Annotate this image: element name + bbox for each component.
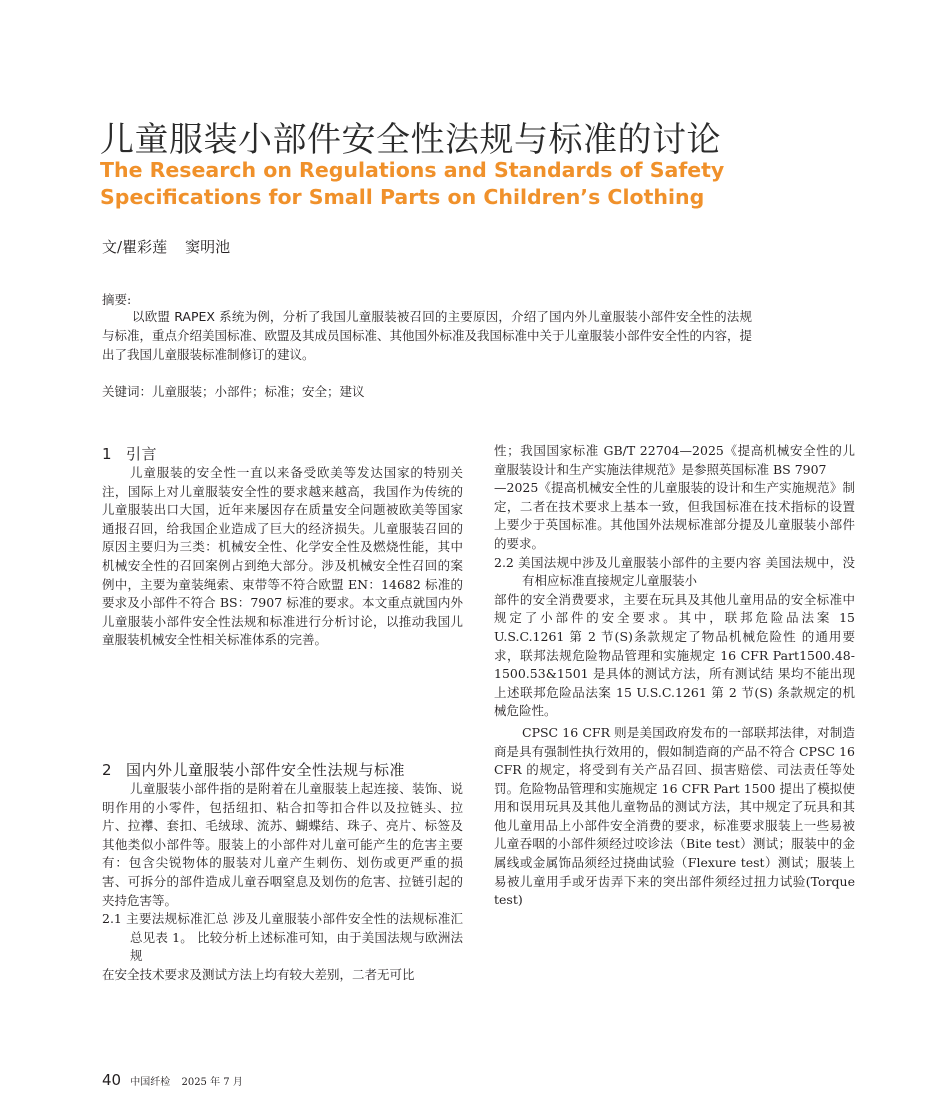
issue-date: 2025 年 7 月	[181, 1077, 243, 1088]
paragraph: 儿童服装小部件指的是附着在儿童服装上起连接、装饰、说明作用的小零件，包括纽扣、粘合扣等扣合件以及拉链头、拉片、拉襻、套扣、毛绒球、流苏、蝴蝶结、珠子、亮片、标签及其他类似小部件等。服装上的小部件对儿童可能产生的危害主要有：包含尖锐物体的服装对儿童产生刺伤、划伤或更严重的损害、可拆分的部件造成儿童吞咽窒息及划伤的危害、拉链引起的夹持危害等。	[102, 781, 463, 908]
section-heading	[102, 444, 463, 464]
paragraph: 在安全技术要求及测试方法上均有较大差别，二者无可比	[102, 966, 415, 982]
paragraph: 儿童服装的安全性一直以来备受欧美等发达国家的特别关注，国际上对儿童服装安全性的要求越来越高，我国作为传统的儿童服装出口大国，近年来屡因存在质量安全问题被欧美等国家通报召回，给我国企业造成了巨大的经济损失。儿童服装召回的原因主要归为三类：机械安全性、化学安全性及燃烧性能，其中机械安全性的召回案例占到绝大部分。涉及机械安全性召回的案例中，主要为童装绳索、束带等不符合欧盟 EN：14682 标准的要求及小部件不符合 BS：7907 标准的要求。本文重点就国内外儿童服装小部件安全性法规和标准进行分析讨论，以推动我国儿童服装机械安全性相关标准体系的完善。	[102, 465, 463, 648]
section-heading	[102, 760, 463, 780]
subsection-heading: 2.2 美国法规中涉及儿童服装小部件的主要内容 美国法规中，没有相应标准直接规定儿童服装小	[494, 554, 855, 589]
abstract-text: 以欧盟 RAPEX 系统为例，分析了我国儿童服装被召回的主要原因，介绍了国内外儿童服装小部件安全性的法规与标准，重点介绍美国标准、欧盟及其成员国标准、其他国外标准及我国标准中关于儿童服装小部件安全性的内容，提出了我国儿童服装标准制修订的建议。	[102, 309, 753, 362]
section-title: 引言	[126, 445, 158, 463]
paragraph: CPSC 16 CFR 则是美国政府发布的一部联邦法律，对制造商是具有强制性执行效用的，假如制造商的产品不符合 CPSC 16 CFR 的规定，将受到有关产品召回、损害赔偿、司法责任等处罚。危险物品管理和实施规定 16 CFR Part 1500 提出了模拟使用和误用玩具及其他儿童物品的测试方法，其中规定了玩具和其他儿童用品上小部件安全消费的要求，标准要求服装上一些易被儿童吞咽的小部件须经过咬诊法（Bite test）测试；服装中的金属线或金属饰品须经过挠曲试验（Flexure test）测试；服装上易被儿童用手或牙齿弄下来的突出部件须经过扭力试验(Torque test)	[494, 724, 855, 908]
abstract-label: 摘要:	[102, 292, 132, 307]
keywords: 关键词：儿童服装；小部件；标准；安全；建议	[102, 384, 365, 399]
author-name: 瞿彩莲	[122, 238, 168, 256]
page-title: 儿童服装小部件安全性法规与标准的讨论	[100, 120, 721, 160]
section-number: 1	[102, 445, 113, 463]
page-number: 40	[102, 1071, 122, 1089]
right-column	[494, 442, 855, 910]
subsection-heading: 2.1 主要法规标准汇总 涉及儿童服装小部件安全性的法规标准汇总见表 1。 比较分析上述标准可知，由于美国法规与欧洲法规	[102, 911, 463, 964]
left-column-section2	[102, 760, 463, 985]
paragraph: —2025《提高机械安全性的儿童服装的设计和生产实施规范》制定，二者在技术要求上基本一致，但我国标准在技术指标的设置上要少于英国标准。其他国外法规标准部分提及儿童服装小部件的要求。	[494, 480, 855, 551]
author-prefix: 文/	[102, 238, 123, 256]
authors	[102, 236, 230, 257]
section-title: 国内外儿童服装小部件安全性法规与标准	[126, 761, 406, 779]
english-title: The Research on Regulations and Standards of Safety Specifications for Small Parts on Children’s Clothing	[100, 158, 725, 209]
paragraph: 部件的安全消费要求，主要在玩具及其他儿童用品的安全标准中规定了小部件的安全要求。其中，联邦危险品法案 15 U.S.C.1261 第 2 节(S)条款规定了物品机械危险性 的通用要求，联邦法规危险物品管理和实施规定 16 CFR Part1500.48-1500.53&1501 是具体的测试方法，所有测试结 果均不能出现上述联邦危险品法案 15 U.S.C.1261 第 2 节(S) 条款规定的机械危险性。	[494, 591, 855, 719]
page-footer	[102, 1071, 243, 1089]
left-column	[102, 444, 463, 650]
author-name: 窦明池	[185, 238, 231, 256]
journal-name: 中国纤检	[130, 1077, 171, 1088]
paragraph: 性；我国国家标准 GB/T 22704—2025《提高机械安全性的儿童服装设计和生产实施法律规范》是参照英国标准 BS 7907	[494, 443, 855, 477]
section-number: 2	[102, 761, 113, 779]
